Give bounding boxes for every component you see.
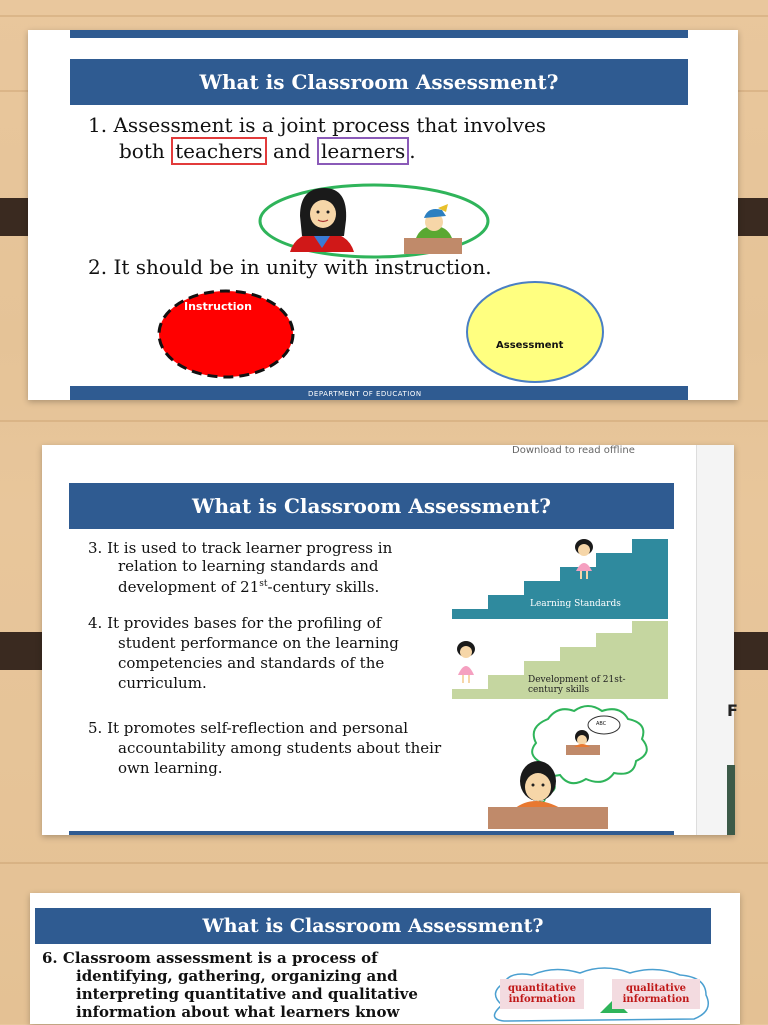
dark-wood-bar	[0, 632, 42, 670]
dark-wood-bar	[0, 198, 28, 236]
adjacent-panel	[696, 445, 738, 835]
assessment-circle	[464, 280, 608, 386]
word-teachers: teachers	[171, 137, 267, 165]
side-thumbnail	[727, 765, 735, 835]
dark-wood-bar	[734, 632, 768, 670]
item-1-line1: 1. Assessment is a joint process that involves	[88, 113, 547, 137]
skills-label: Development of 21st- century skills	[528, 675, 626, 695]
top-cutoff-bar	[70, 30, 688, 38]
dark-wood-bar	[738, 198, 768, 236]
footer-text: DEPARTMENT OF EDUCATION	[308, 390, 422, 398]
download-offline-link[interactable]: Download to read offline	[512, 445, 635, 456]
slide-footer	[69, 831, 674, 835]
quantitative-info-box: quantitative information	[500, 979, 584, 1009]
slide-title: What is Classroom Assessment?	[70, 59, 688, 105]
slide-1	[28, 30, 738, 400]
item-6: 6. Classroom assessment is a process of identifying, gathering, organizing and interpreting quantitative and qualitative information about what learners know	[42, 949, 418, 1021]
bubble-text: ABC	[596, 721, 607, 727]
item-4: 4. It provides bases for the profiling of student performance on the learning competencies and standards of the curriculum.	[88, 614, 399, 692]
side-letter: F	[727, 701, 738, 720]
self-reflection-illustration	[478, 701, 668, 831]
wood-grain	[0, 420, 768, 422]
instruction-label: Instruction	[184, 300, 252, 313]
item-1	[88, 112, 688, 164]
learning-standards-label: Learning Standards	[530, 599, 621, 609]
learner-icon	[404, 204, 462, 254]
item-5: 5. It promotes self-reflection and personal accountability among students about their own learning.	[88, 719, 442, 777]
teacher-learner-illustration	[256, 180, 492, 262]
slide-title: What is Classroom Assessment?	[35, 908, 711, 944]
slide-3	[30, 893, 740, 1024]
assessment-label: Assessment	[496, 340, 564, 351]
item-1-line2: both teachers and learners .	[119, 139, 416, 163]
yellow-circle-shape	[467, 282, 603, 382]
item-3: 3. It is used to track learner progress in relation to learning standards and development of 21st-century skills.	[88, 539, 393, 596]
wood-grain	[0, 862, 768, 864]
word-learners: learners	[317, 137, 409, 165]
wood-grain	[0, 15, 768, 17]
qualitative-info-box: qualitative information	[612, 979, 700, 1009]
slide-title: What is Classroom Assessment?	[69, 483, 674, 529]
slide-2	[42, 445, 738, 835]
item-2: 2. It should be in unity with instruction.	[88, 255, 492, 279]
teacher-icon	[290, 188, 354, 252]
girl-icon	[457, 641, 475, 683]
